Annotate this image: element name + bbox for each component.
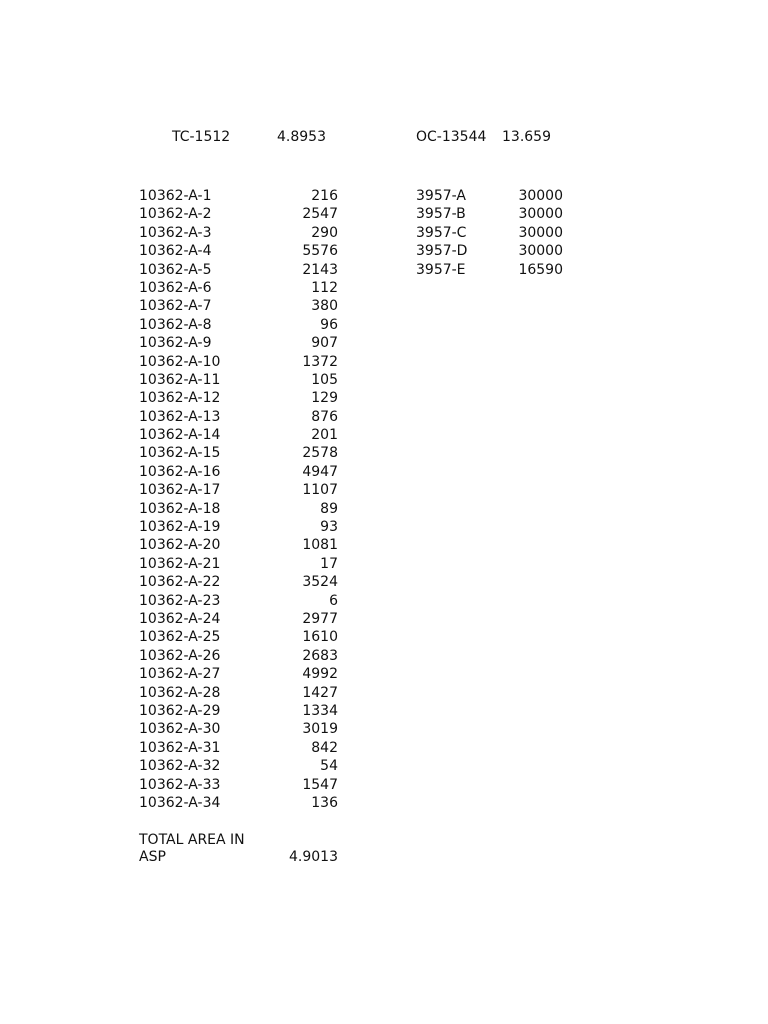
table-row	[139, 500, 338, 518]
row-label: 10362-A-17	[139, 482, 221, 499]
row-label: 10362-A-21	[139, 555, 221, 572]
row-value: 93	[320, 519, 338, 536]
table-row	[139, 371, 338, 389]
row-value: 876	[311, 408, 338, 425]
row-value: 842	[311, 739, 338, 756]
table-row	[416, 205, 563, 223]
row-value: 54	[320, 758, 338, 775]
table-row	[139, 463, 338, 481]
table-row	[139, 739, 338, 757]
table-row	[139, 573, 338, 591]
row-label: 10362-A-10	[139, 353, 221, 370]
row-label: 3957-C	[416, 224, 467, 241]
table-row	[139, 444, 338, 462]
table-row	[139, 684, 338, 702]
total-label-line2: ASP	[139, 849, 166, 865]
row-label: 10362-A-4	[139, 243, 212, 260]
header-left-value: 4.8953	[277, 129, 326, 145]
table-row	[416, 187, 563, 205]
header-right-value: 13.659	[502, 129, 551, 145]
row-label: 10362-A-19	[139, 519, 221, 536]
row-label: 10362-A-1	[139, 188, 212, 204]
row-label: 10362-A-34	[139, 794, 221, 811]
row-label: 10362-A-30	[139, 721, 221, 738]
table-row	[139, 279, 338, 297]
table-row	[139, 628, 338, 646]
row-value: 1427	[302, 684, 338, 701]
row-label: 10362-A-24	[139, 610, 221, 627]
row-label: 10362-A-25	[139, 629, 221, 646]
row-value: 1081	[302, 537, 338, 554]
row-value: 5576	[302, 243, 338, 260]
row-label: 10362-A-29	[139, 702, 221, 719]
table-row	[139, 297, 338, 315]
header-right-label: OC-13544	[416, 129, 487, 145]
row-value: 16590	[518, 261, 563, 278]
row-label: 10362-A-26	[139, 647, 221, 664]
row-value: 4947	[302, 463, 338, 480]
row-value: 96	[320, 316, 338, 333]
table-row	[416, 224, 563, 242]
row-value: 1610	[302, 629, 338, 646]
total-label-line1: TOTAL AREA IN	[139, 832, 245, 848]
row-value: 30000	[518, 243, 563, 260]
total-value: 4.9013	[289, 849, 338, 865]
row-label: 10362-A-6	[139, 279, 212, 296]
row-label: 10362-A-8	[139, 316, 212, 333]
row-label: 10362-A-32	[139, 758, 221, 775]
row-value: 3524	[302, 574, 338, 591]
row-label: 10362-A-16	[139, 463, 221, 480]
right-table	[416, 187, 563, 279]
row-value: 1372	[302, 353, 338, 370]
table-row	[416, 261, 563, 279]
row-label: 3957-D	[416, 243, 468, 260]
table-row	[139, 536, 338, 554]
row-value: 216	[311, 188, 338, 204]
row-value: 2578	[302, 445, 338, 462]
total-area-block	[139, 832, 338, 866]
table-row	[139, 242, 338, 260]
row-value: 1107	[302, 482, 338, 499]
table-row	[139, 224, 338, 242]
table-row	[139, 702, 338, 720]
row-label: 3957-A	[416, 188, 466, 204]
row-value: 2547	[302, 206, 338, 223]
row-value: 380	[311, 298, 338, 315]
row-label: 10362-A-28	[139, 684, 221, 701]
table-row	[139, 408, 338, 426]
row-value: 30000	[518, 224, 563, 241]
row-value: 907	[311, 335, 338, 352]
table-row	[139, 592, 338, 610]
row-value: 2143	[302, 261, 338, 278]
table-row	[139, 316, 338, 334]
row-value: 2977	[302, 610, 338, 627]
row-value: 30000	[518, 206, 563, 223]
row-value: 4992	[302, 666, 338, 683]
table-row	[139, 665, 338, 683]
row-label: 3957-B	[416, 206, 466, 223]
row-label: 10362-A-11	[139, 371, 221, 388]
table-row	[139, 720, 338, 738]
row-value: 1547	[302, 776, 338, 793]
row-label: 3957-E	[416, 261, 466, 278]
row-label: 10362-A-31	[139, 739, 221, 756]
row-value: 17	[320, 555, 338, 572]
row-value: 30000	[518, 188, 563, 204]
row-label: 10362-A-20	[139, 537, 221, 554]
row-label: 10362-A-23	[139, 592, 221, 609]
table-row	[139, 426, 338, 444]
row-value: 129	[311, 390, 338, 407]
row-label: 10362-A-3	[139, 224, 212, 241]
table-row	[139, 555, 338, 573]
table-row	[139, 334, 338, 352]
row-label: 10362-A-12	[139, 390, 221, 407]
row-value: 6	[329, 592, 338, 609]
row-label: 10362-A-13	[139, 408, 221, 425]
row-label: 10362-A-14	[139, 427, 221, 444]
table-row	[139, 518, 338, 536]
row-label: 10362-A-33	[139, 776, 221, 793]
row-label: 10362-A-2	[139, 206, 212, 223]
table-row	[139, 261, 338, 279]
row-value: 2683	[302, 647, 338, 664]
table-row	[139, 610, 338, 628]
table-row	[139, 647, 338, 665]
left-table	[139, 187, 338, 812]
row-value: 89	[320, 500, 338, 517]
table-row	[139, 389, 338, 407]
row-label: 10362-A-7	[139, 298, 212, 315]
row-value: 3019	[302, 721, 338, 738]
table-row	[139, 481, 338, 499]
row-value: 136	[311, 794, 338, 811]
row-label: 10362-A-5	[139, 261, 212, 278]
row-value: 1334	[302, 702, 338, 719]
row-value: 112	[311, 279, 338, 296]
table-row	[139, 187, 338, 205]
row-label: 10362-A-18	[139, 500, 221, 517]
header-left-label: TC-1512	[172, 129, 231, 145]
table-row	[139, 205, 338, 223]
table-row	[139, 794, 338, 812]
row-value: 201	[311, 427, 338, 444]
row-value: 290	[311, 224, 338, 241]
table-row	[139, 757, 338, 775]
row-label: 10362-A-22	[139, 574, 221, 591]
table-row	[139, 776, 338, 794]
row-value: 105	[311, 371, 338, 388]
row-label: 10362-A-27	[139, 666, 221, 683]
table-row	[139, 353, 338, 371]
table-row	[416, 242, 563, 260]
row-label: 10362-A-15	[139, 445, 221, 462]
row-label: 10362-A-9	[139, 335, 212, 352]
